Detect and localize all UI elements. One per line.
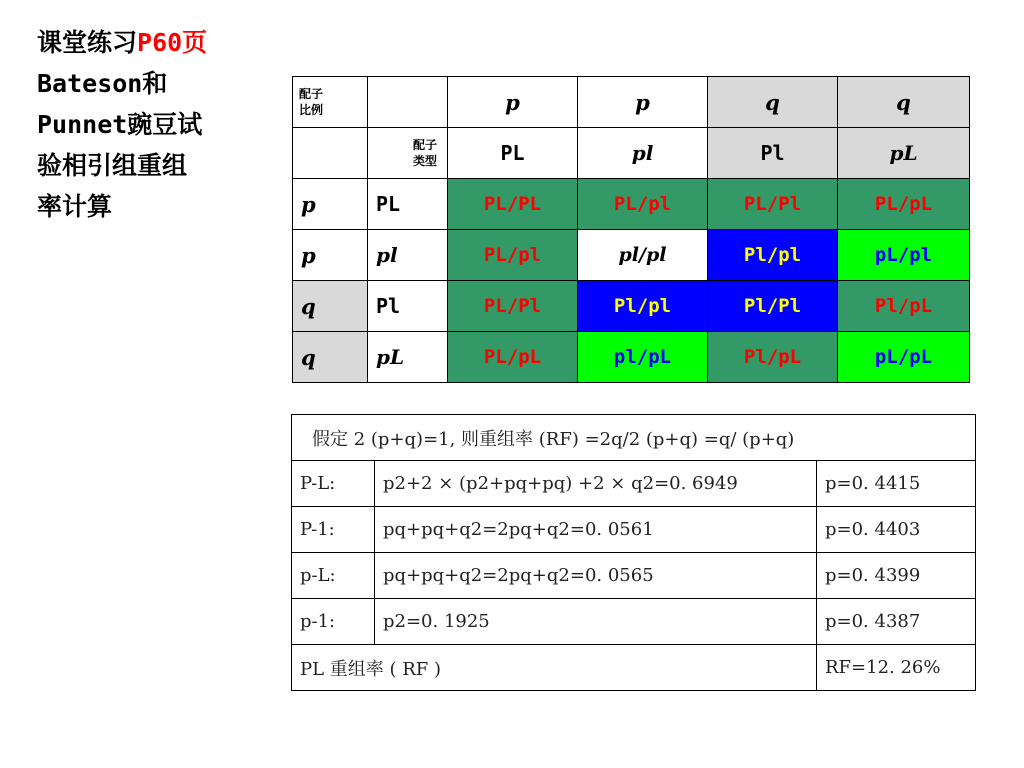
recombination-calc-table bbox=[291, 414, 976, 691]
title-line-5: 率计算 bbox=[37, 192, 113, 221]
ratio-header: p bbox=[448, 77, 578, 128]
type-header: PL bbox=[448, 128, 578, 179]
empty-cell bbox=[293, 128, 368, 179]
title-line-3: Punnet豌豆试 bbox=[37, 110, 203, 139]
genotype-cell: pL/pL bbox=[838, 332, 970, 383]
title-line-2: Bateson和 bbox=[37, 69, 168, 98]
genotype-cell: Pl/pL bbox=[838, 281, 970, 332]
genotype-cell: pL/pl bbox=[838, 230, 970, 281]
rf-label: PL 重组率 ( RF ) bbox=[292, 645, 817, 691]
slide-title bbox=[37, 22, 277, 227]
calc-formula: pq+pq+q2=2pq+q2=0. 0561 bbox=[375, 507, 817, 553]
genotype-cell: PL/PL bbox=[448, 179, 578, 230]
gamete-ratio-label: 配子 比例 bbox=[293, 77, 368, 128]
rf-value: RF=12. 26% bbox=[817, 645, 976, 691]
calc-formula: pq+pq+q2=2pq+q2=0. 0565 bbox=[375, 553, 817, 599]
row-ratio: p bbox=[293, 230, 368, 281]
calc-formula: p2=0. 1925 bbox=[375, 599, 817, 645]
punnett-row bbox=[293, 179, 970, 230]
type-header: pL bbox=[838, 128, 970, 179]
page-reference: P60页 bbox=[137, 28, 208, 57]
genotype-cell: PL/pl bbox=[448, 230, 578, 281]
ratio-header: q bbox=[708, 77, 838, 128]
row-ratio: q bbox=[293, 332, 368, 383]
genotype-cell: PL/Pl bbox=[708, 179, 838, 230]
calc-label: P-1: bbox=[292, 507, 375, 553]
calc-row bbox=[292, 461, 976, 507]
assumption-text: 假定 2 (p+q)=1, 则重组率 (RF) =2q/2 (p+q) =q/ (p+q) bbox=[292, 415, 976, 461]
calc-formula: p2+2 × (p2+pq+pq) +2 × q2=0. 6949 bbox=[375, 461, 817, 507]
genotype-cell: pl/pL bbox=[578, 332, 708, 383]
genotype-cell: PL/pL bbox=[448, 332, 578, 383]
type-header: Pl bbox=[708, 128, 838, 179]
calc-result: p=0. 4415 bbox=[817, 461, 976, 507]
genotype-cell: PL/pL bbox=[838, 179, 970, 230]
punnett-row bbox=[293, 332, 970, 383]
calc-row bbox=[292, 553, 976, 599]
ratio-header: p bbox=[578, 77, 708, 128]
punnett-row bbox=[293, 230, 970, 281]
calc-result: p=0. 4403 bbox=[817, 507, 976, 553]
row-type: pL bbox=[368, 332, 448, 383]
genotype-cell: Pl/Pl bbox=[708, 281, 838, 332]
calc-result: p=0. 4399 bbox=[817, 553, 976, 599]
calc-row bbox=[292, 507, 976, 553]
calc-label: P-L: bbox=[292, 461, 375, 507]
gamete-type-label: 配子 类型 bbox=[368, 128, 448, 179]
calc-result: p=0. 4387 bbox=[817, 599, 976, 645]
empty-corner-cell bbox=[368, 77, 448, 128]
title-line-4: 验相引组重组 bbox=[37, 151, 188, 180]
calc-label: p-L: bbox=[292, 553, 375, 599]
row-ratio: p bbox=[293, 179, 368, 230]
row-type: Pl bbox=[368, 281, 448, 332]
punnett-square-table bbox=[292, 76, 970, 383]
calc-label: p-1: bbox=[292, 599, 375, 645]
title-line-1 bbox=[37, 22, 277, 63]
ratio-header: q bbox=[838, 77, 970, 128]
calc-row bbox=[292, 599, 976, 645]
genotype-cell: PL/Pl bbox=[448, 281, 578, 332]
type-header: pl bbox=[578, 128, 708, 179]
genotype-cell: PL/pl bbox=[578, 179, 708, 230]
row-type: pl bbox=[368, 230, 448, 281]
row-ratio: q bbox=[293, 281, 368, 332]
genotype-cell: Pl/pl bbox=[708, 230, 838, 281]
genotype-cell: Pl/pl bbox=[578, 281, 708, 332]
genotype-cell: pl/pl bbox=[578, 230, 708, 281]
punnett-row bbox=[293, 281, 970, 332]
genotype-cell: Pl/pL bbox=[708, 332, 838, 383]
row-type: PL bbox=[368, 179, 448, 230]
title-text: 课堂练习 bbox=[37, 28, 138, 57]
